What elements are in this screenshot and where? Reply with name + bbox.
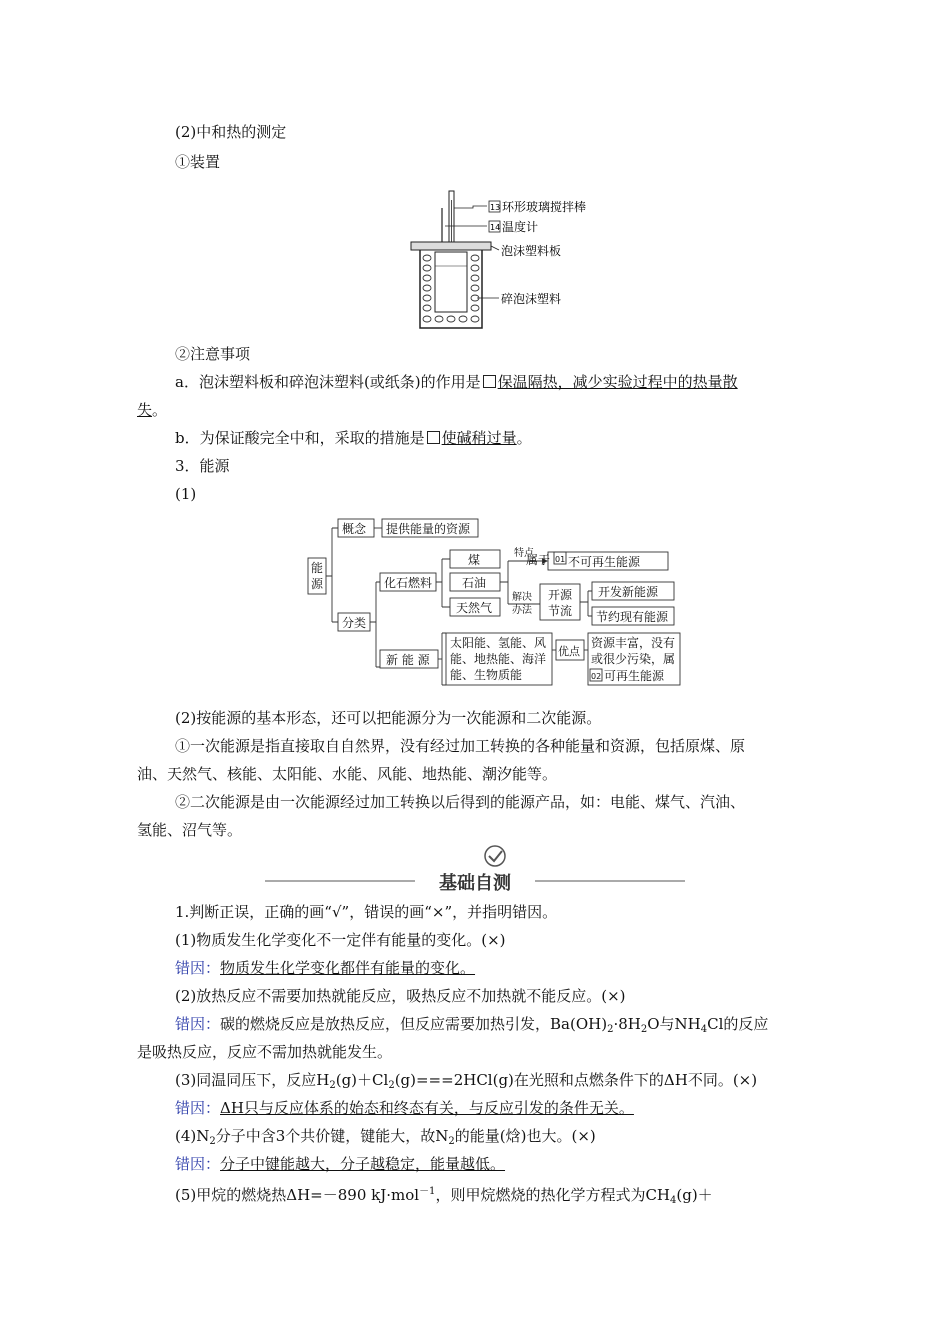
statement-3: (3)同温同压下，反应$H_2(g)+Cl_2(g)===2HCl(g)$在光照和点燃条件下的ΔH不同。(×) xyxy=(175,1071,758,1091)
diagram-open: 开源 xyxy=(548,588,573,602)
statement-1: (1)物质发生化学变化不一定伴有能量的变化。(×) xyxy=(175,931,506,949)
figure-label-foam-board: 泡沫塑料板 xyxy=(501,244,562,258)
diagram-concept: 概念 xyxy=(342,522,367,536)
diagram-fossil: 化石燃料 xyxy=(384,576,433,590)
question-1: 1.判断正误，正确的画“√”，错误的画“×”，并指明错因。 xyxy=(175,903,558,921)
energy-sub1: (1) xyxy=(175,485,197,503)
banner-title: 基础自测 xyxy=(439,873,511,894)
note-b: b．为保证酸完全中和，采取的措施是 使碱稍过量。 xyxy=(175,429,532,447)
figure-label-foam-bits: 碎泡沫塑料 xyxy=(501,292,562,306)
diagram-oil: 石油 xyxy=(462,576,487,590)
figure-label-thermometer: 温度计 xyxy=(502,220,539,234)
diagram-solution-2: 办法 xyxy=(512,605,532,616)
diagram-new-list-1: 太阳能、氢能、风 xyxy=(450,636,547,650)
self-test-banner xyxy=(265,842,685,894)
diagram-coal: 煤 xyxy=(468,553,481,567)
energy-p2-line2: 氢能、沼气等。 xyxy=(137,821,243,839)
diagram-advantage: 优点 xyxy=(558,645,580,658)
energy-sub2: (2)按能源的基本形态，还可以把能源分为一次能源和二次能源。 xyxy=(175,709,602,727)
section-heading-energy: 3．能源 xyxy=(175,457,230,475)
diagram-save-flow: 节流 xyxy=(548,604,573,618)
error-label: 错因： xyxy=(175,959,221,977)
statement-2-reason-line2: 是吸热反应，反应不需加热就能发生。 xyxy=(137,1043,393,1061)
energy-p2-line1: ②二次能源是由一次能源经过加工转换以后得到的能源产品，如：电能、煤气、汽油、 xyxy=(175,793,746,811)
note-a-line1: a．泡沫塑料板和碎泡沫塑料(或纸条)的作用是 保温隔热，减少实验过程中的热量散 xyxy=(175,373,738,391)
diagram-feature-num: 01 xyxy=(555,555,566,564)
statement-1-reason: 错因：物质发生化学变化都伴有能量的变化。 xyxy=(175,959,476,977)
figure-label-13-num: 13 xyxy=(490,203,501,212)
diagram-new-list-2: 能、地热能、海洋 xyxy=(450,652,547,666)
diagram-adv-num: 02 xyxy=(591,672,602,681)
figure-label-14-num: 14 xyxy=(490,223,501,232)
diagram-feature: 特点 xyxy=(514,548,534,559)
statement-5: (5)甲烷的燃烧热ΔH=－890 kJ·mol$^{-1}$，则甲烷燃烧的热化学方程式为$CH_4(g)+$ xyxy=(175,1186,713,1206)
note-a-answer: 保温隔热，减少实验过程中的热量散 xyxy=(497,373,738,391)
diagram-concept-def: 提供能量的资源 xyxy=(386,522,471,536)
note-a-line2: 失。 xyxy=(137,401,168,419)
diagram-root-1: 能 xyxy=(311,561,324,575)
statement-2-reason-line1: 错因：碳的燃烧反应是放热反应，但反应需要加热引发，$Ba(OH)_2\cdot 8H_2O$与$NH_4Cl$的反应 xyxy=(175,1015,769,1035)
item-apparatus: ①装置 xyxy=(175,153,221,171)
foam-board xyxy=(411,242,491,250)
item-notes: ②注意事项 xyxy=(175,345,251,363)
section-heading-neutral-heat: (2)中和热的测定 xyxy=(175,123,287,141)
diagram-adv-1: 资源丰富，没有 xyxy=(591,636,676,650)
check-icon xyxy=(485,846,505,866)
calorimeter-figure xyxy=(405,188,595,330)
diagram-feature-prefix: 属于 xyxy=(526,553,551,567)
diagram-save: 节约现有能源 xyxy=(596,610,669,624)
statement-4-reason: 错因：分子中键能越大，分子越稳定，能量越低。 xyxy=(175,1155,506,1173)
diagram-new-energy: 新 能 源 xyxy=(386,653,430,667)
diagram-adv-3: 可再生能源 xyxy=(604,669,665,683)
diagram-adv-2: 或很少污染，属 xyxy=(591,652,676,666)
inner-beaker xyxy=(435,252,467,312)
diagram-gas: 天然气 xyxy=(456,601,493,615)
statement-4: $(4)N_2$分子中含3个共价键，键能大，故$N_2$的能量(焓)也大。(×) xyxy=(175,1127,596,1147)
diagram-root-2: 源 xyxy=(311,577,324,591)
energy-diagram xyxy=(300,512,690,690)
diagram-feature-text: 不可再生能源 xyxy=(568,555,641,569)
diagram-solution-1: 解决 xyxy=(512,592,532,603)
energy-p1-line1: ①一次能源是指直接取自自然界，没有经过加工转换的各种能量和资源，包括原煤、原 xyxy=(175,737,746,755)
diagram-classify: 分类 xyxy=(342,616,367,630)
diagram-develop: 开发新能源 xyxy=(598,585,659,599)
note-b-answer: 使碱稍过量 xyxy=(441,429,517,447)
statement-2: (2)放热反应不需要加热就能反应，吸热反应不加热就不能反应。(×) xyxy=(175,987,626,1005)
diagram-new-list-3: 能、生物质能 xyxy=(450,668,523,682)
statement-3-reason: 错因：ΔH只与反应体系的始态和终态有关，与反应引发的条件无关。 xyxy=(175,1099,634,1117)
energy-p1-line2: 油、天然气、核能、太阳能、水能、风能、地热能、潮汐能等。 xyxy=(137,765,558,783)
figure-label-stirrer: 环形玻璃搅拌棒 xyxy=(502,200,587,214)
